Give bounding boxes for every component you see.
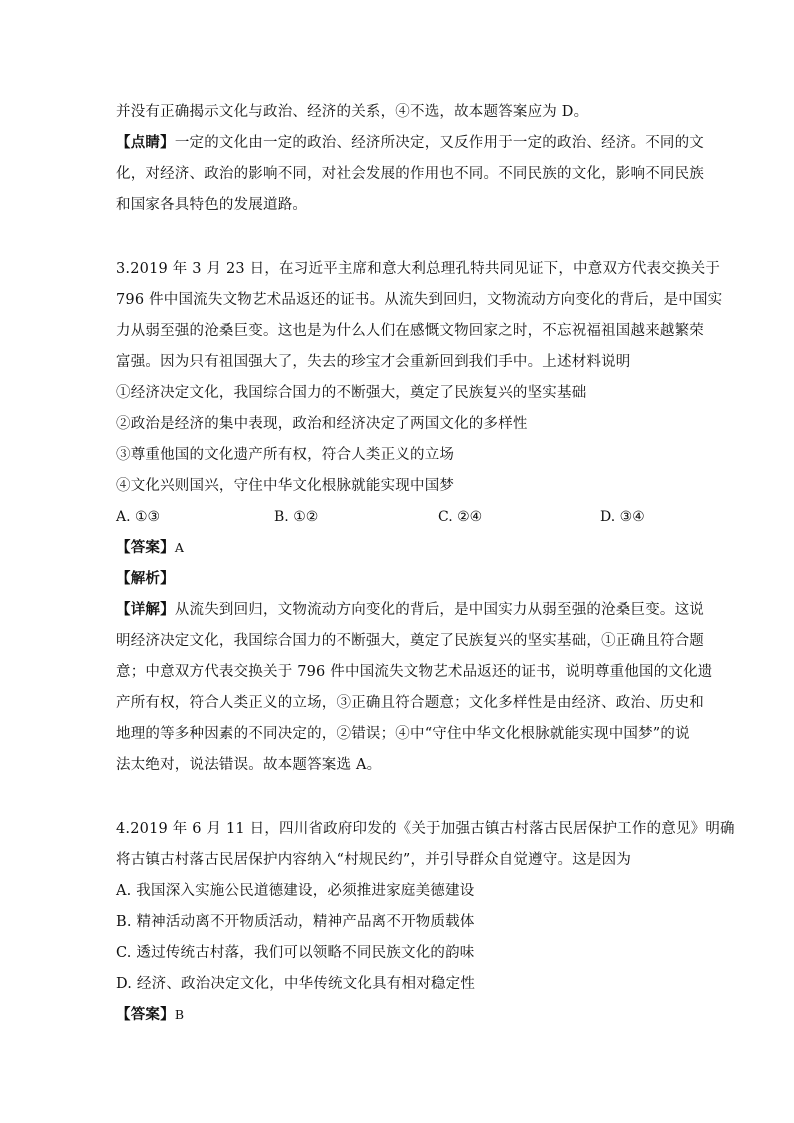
answer-value: B [174,1007,185,1022]
q4-option-c: C. 透过传统古村落，我们可以领略不同民族文化的韵味 [116,945,475,961]
q3-stem-line-4: 富强。因为只有祖国强大了，失去的珍宝才会重新回到我们手中。上述材料说明 [116,354,631,370]
q3-option-a: A. ①③ [116,509,161,525]
q3-statement-2: ②政治是经济的集中表现，政治和经济决定了两国文化的多样性 [116,416,528,432]
q3-detail-line-3: 意；中意双方代表交换关于 796 件中国流失文物艺术品返还的证书，说明尊重他国的文化遗 [116,664,713,680]
q2-tip-line-2: 化，对经济、政治的影响不同，对社会发展的作用也不同。不同民族的文化，影响不同民族 [116,166,704,182]
q4-stem-line-2: 将古镇古村落古民居保护内容纳入“村规民约”，并引导群众自觉遵守。这是因为 [116,852,632,868]
q3-option-b: B. ①② [274,509,319,525]
q4-stem-line-1: 4.2019 年 6 月 11 日，四川省政府印发的《关于加强古镇古村落古民居保护工作的意见》明确 [116,821,735,837]
answer-label: 【答案】 [116,1006,175,1023]
q3-stem-line-1: 3.2019 年 3 月 23 日，在习近平主席和意大利总理孔特共同见证下，中意双方代表交换关于 [116,261,721,277]
q2-tip-line-3: 和国家各具特色的发展道路。 [116,197,308,213]
detail-label: 【详解】 [116,601,175,618]
answer-label: 【答案】 [116,539,175,556]
q3-analysis-label: 【解析】 [116,570,175,587]
q3-statement-3: ③尊重他国的文化遗产所有权，符合人类正义的立场 [116,447,455,463]
q3-option-c: C. ②④ [438,509,483,525]
q3-detail-line-1 [116,600,704,620]
q3-answer [116,538,184,558]
q3-stem-line-3: 力从弱至强的沧桑巨变。这也是为什么人们在感慨文物回家之时，不忘祝福祖国越来越繁荣 [116,323,704,339]
q2-tip-line-1 [116,133,704,153]
tip-text-1: 一定的文化由一定的政治、经济所决定，又反作用于一定的政治、经济。不同的文 [174,135,705,151]
q3-detail-line-4: 产所有权，符合人类正义的立场，③正确且符合题意；文化多样性是由经济、政治、历史和 [116,695,704,711]
q3-detail-line-5: 地理的等多种因素的不同决定的，②错误；④中“守住中华文化根脉就能实现中国梦”的说 [116,726,690,742]
q3-statement-1: ①经济决定文化，我国综合国力的不断强大，奠定了民族复兴的坚实基础 [116,385,587,401]
q4-answer [116,1005,184,1025]
q4-option-a: A. 我国深入实施公民道德建设，必须推进家庭美德建设 [116,883,475,899]
q2-conclusion-line: 并没有正确揭示文化与政治、经济的关系，④不选，故本题答案应为 D。 [116,104,589,120]
q4-option-b: B. 精神活动离不开物质活动，精神产品离不开物质载体 [116,914,475,930]
tip-label: 【点睛】 [116,134,175,151]
q3-detail-line-6: 法太绝对，说法错误。故本题答案选 A。 [116,757,382,773]
q3-detail-line-2: 明经济决定文化，我国综合国力的不断强大，奠定了民族复兴的坚实基础，①正确且符合题 [116,633,704,649]
q4-option-d: D. 经济、政治决定文化，中华传统文化具有相对稳定性 [116,976,476,992]
q3-statement-4: ④文化兴则国兴，守住中华文化根脉就能实现中国梦 [116,478,455,494]
q3-option-d: D. ③④ [600,509,645,525]
detail-text-1: 从流失到回归，文物流动方向变化的背后，是中国实力从弱至强的沧桑巨变。这说 [174,602,705,618]
q3-stem-line-2: 796 件中国流失文物艺术品返还的证书。从流失到回归，文物流动方向变化的背后，是中国实 [116,292,723,308]
answer-value: A [174,540,185,555]
